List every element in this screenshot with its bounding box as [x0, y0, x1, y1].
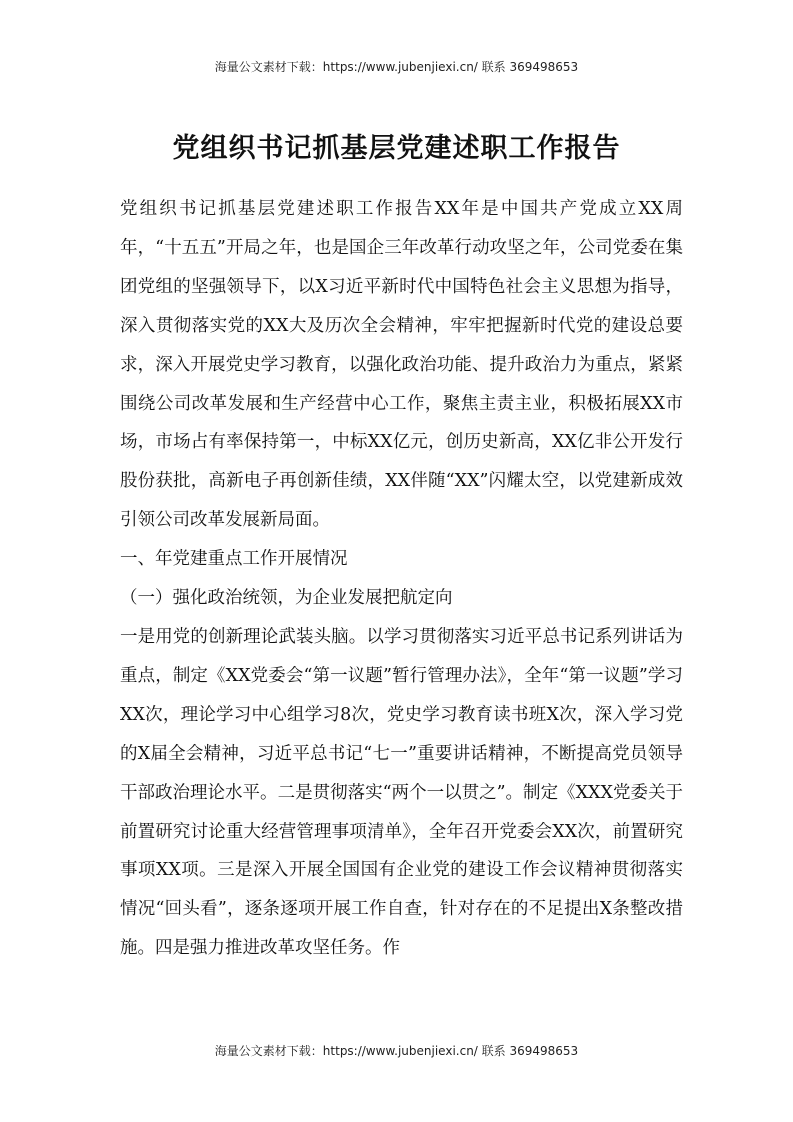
- page-footer: 海量公文素材下载：https://www.jubenjiexi.cn/ 联系 369498653: [214, 1044, 579, 1058]
- body-paragraph: 一是用党的创新理论武装头脑。以学习贯彻落实习近平总书记系列讲话为重点，制定《XX党委会“第一议题”暂行管理办法》，全年“第一议题”学习XX次，理论学习中心组学习8次，党史学习教育读书班X次，深入学习党的X届全会精神，习近平总书记“七一”重要讲话精神，不断提高党员领导干部政治理论水平。二是贯彻落实“两个一以贯之”。制定《XXX党委关于前置研究讨论重大经营管理事项清单》，全年召开党委会XX次，前置研究事项XX项。三是深入开展全国国有企业党的建设工作会议精神贯彻落实情况“回头看”，逐条逐项开展工作自查，针对存在的不足提出X条整改措施。四是强力推进改革攻坚任务。作: [120, 626, 683, 959]
- page-header: 海量公文素材下载：https://www.jubenjiexi.cn/ 联系 369498653: [214, 60, 579, 74]
- document-title: 党组织书记抓基层党建述职工作报告: [172, 133, 621, 164]
- intro-paragraph: 党组织书记抓基层党建述职工作报告XX年是中国共产党成立XX周年，“十五五”开局之年，也是国企三年改革行动攻坚之年，公司党委在集团党组的坚强领导下，以X习近平新时代中国特色社会主义思想为指导，深入贯彻落实党的XX大及历次全会精神，牢牢把握新时代党的建设总要求，深入开展党史学习教育，以强化政治功能、提升政治力为重点，紧紧围绕公司改革发展和生产经营中心工作，聚焦主责主业，积极拓展XX市场，市场占有率保持第一，中标XX亿元，创历史新高，XX亿非公开发行股份获批，高新电子再创新佳绩，XX伴随“XX”闪耀太空，以党建新成效引领公司改革发展新局面。: [120, 199, 683, 531]
- subsection-heading: （一）强化政治统领，为企业发展把航定向: [120, 588, 453, 609]
- document-body: [120, 190, 683, 968]
- section-heading: 一、年党建重点工作开展情况: [120, 549, 348, 570]
